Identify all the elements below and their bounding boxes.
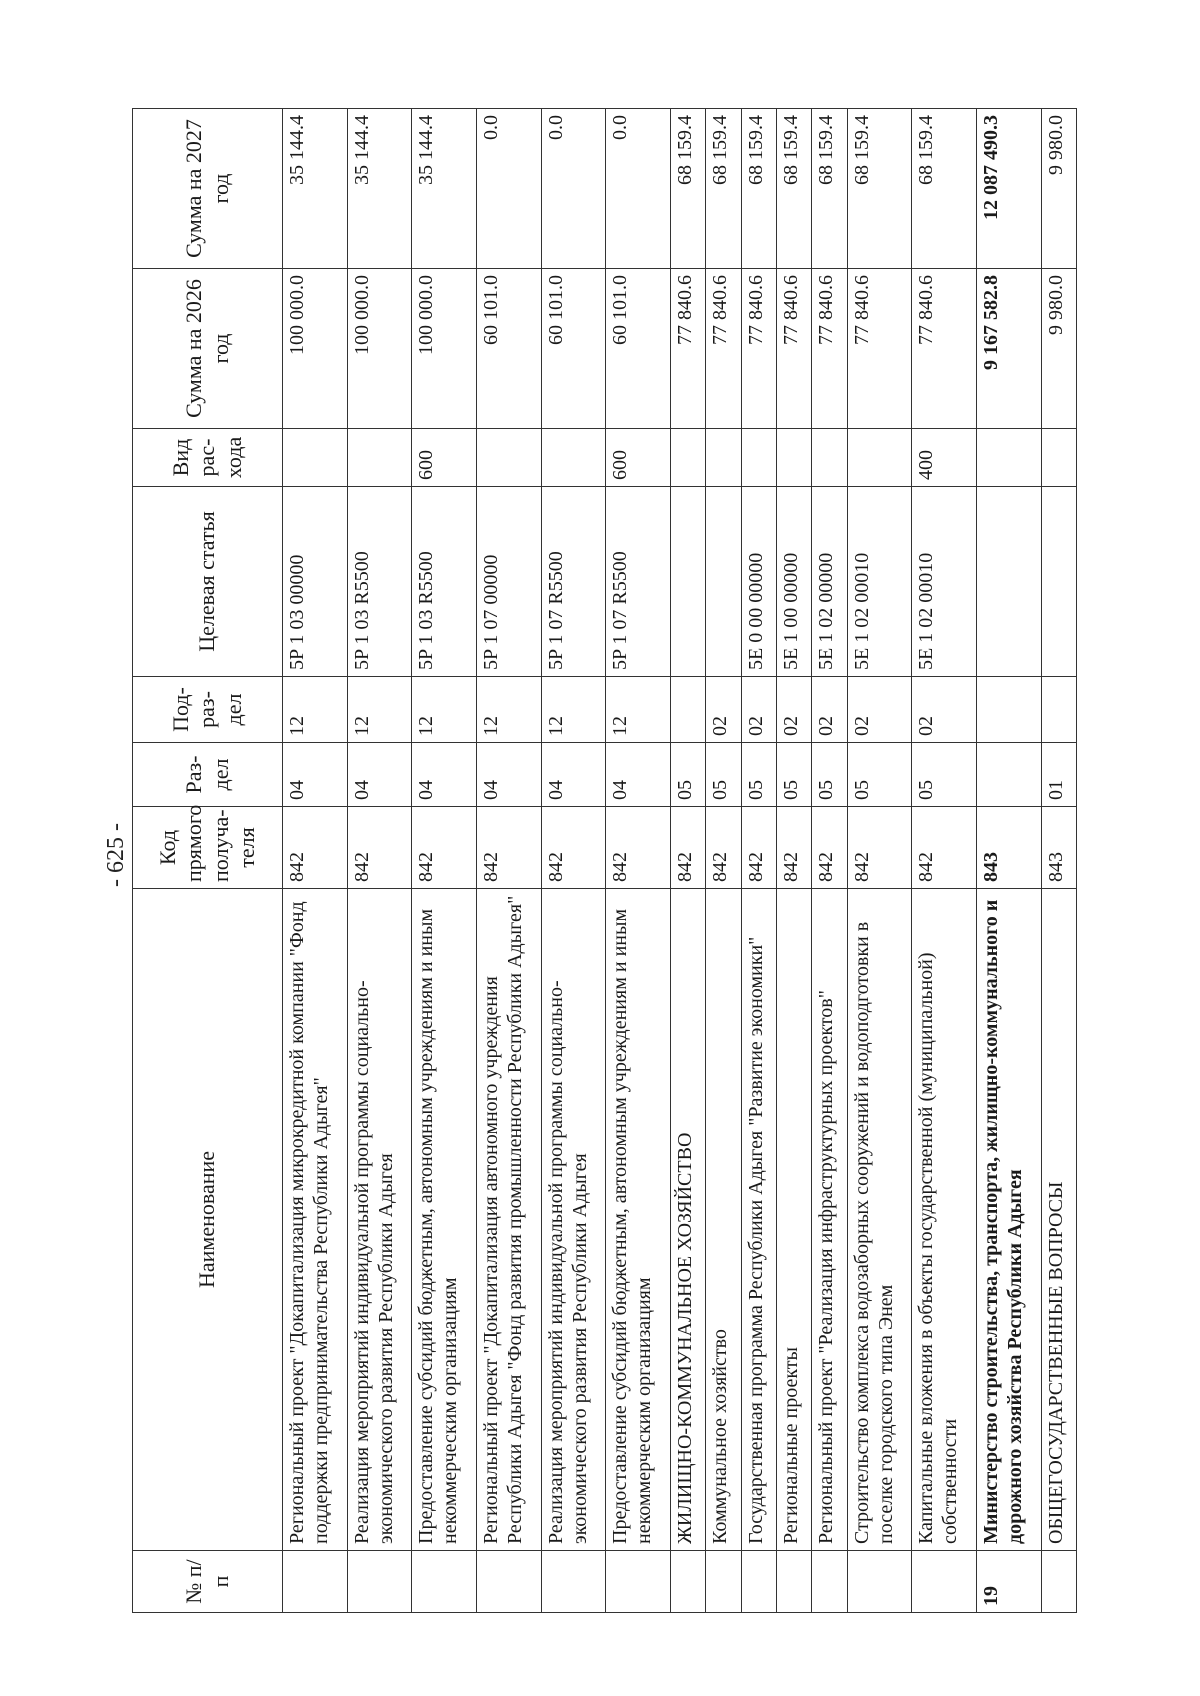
cell-name: ЖИЛИЩНО-КОММУНАЛЬНОЕ ХОЗЯЙСТВО [670, 889, 705, 1551]
cell-celevaya: 5E 1 02 00010 [847, 487, 912, 677]
table-header-row [133, 109, 283, 1613]
cell-name: Региональный проект "Реализация инфраструктурных проектов" [812, 889, 847, 1551]
cell-code: 842 [912, 807, 977, 889]
cell-vid [283, 429, 348, 487]
cell-vid [347, 429, 412, 487]
cell-name: Государственная программа Республики Адыгея "Развитие экономики" [741, 889, 776, 1551]
cell-podrazdel: 02 [847, 677, 912, 743]
table-row [541, 109, 606, 1613]
cell-podrazdel: 02 [706, 677, 741, 743]
header-no: № п/п [133, 1551, 283, 1613]
cell-celevaya [976, 487, 1041, 677]
cell-sum2027: 35 144.4 [412, 109, 477, 269]
header-podrazdel: Под-раз-дел [133, 677, 283, 743]
cell-razdel: 05 [776, 743, 811, 807]
cell-sum2027: 68 159.4 [706, 109, 741, 269]
cell-code: 843 [976, 807, 1041, 889]
cell-sum2026: 77 840.6 [741, 269, 776, 429]
page-number: - 625 - [102, 823, 129, 887]
cell-vid [776, 429, 811, 487]
cell-celevaya: 5E 0 00 00000 [741, 487, 776, 677]
cell-celevaya: 5E 1 02 00010 [912, 487, 977, 677]
table-row [283, 109, 348, 1613]
cell-razdel: 04 [606, 743, 671, 807]
cell-razdel: 05 [741, 743, 776, 807]
cell-celevaya [670, 487, 705, 677]
cell-code: 842 [812, 807, 847, 889]
cell-no [776, 1551, 811, 1613]
cell-vid: 600 [606, 429, 671, 487]
rotated-table-wrapper [132, 109, 1077, 1613]
cell-vid [670, 429, 705, 487]
cell-sum2026: 100 000.0 [412, 269, 477, 429]
cell-celevaya: 5P 1 03 R5500 [347, 487, 412, 677]
header-sum2026: Сумма на 2026 год [133, 269, 283, 429]
cell-sum2027: 35 144.4 [347, 109, 412, 269]
header-razdel: Раз-дел [133, 743, 283, 807]
cell-no [541, 1551, 606, 1613]
cell-no [706, 1551, 741, 1613]
cell-celevaya [706, 487, 741, 677]
cell-vid [476, 429, 541, 487]
cell-sum2027: 68 159.4 [670, 109, 705, 269]
cell-podrazdel: 12 [606, 677, 671, 743]
cell-code: 842 [670, 807, 705, 889]
cell-no [741, 1551, 776, 1613]
cell-code: 842 [541, 807, 606, 889]
cell-vid: 600 [412, 429, 477, 487]
cell-podrazdel: 12 [347, 677, 412, 743]
cell-sum2026: 60 101.0 [606, 269, 671, 429]
cell-code: 842 [347, 807, 412, 889]
cell-sum2026: 9 980.0 [1041, 269, 1076, 429]
cell-sum2026: 77 840.6 [776, 269, 811, 429]
cell-podrazdel: 12 [283, 677, 348, 743]
cell-code: 842 [847, 807, 912, 889]
cell-name: Региональный проект "Докапитализация микрокредитной компании "Фонд поддержки предпринимательства Республики Адыгея" [283, 889, 348, 1551]
cell-razdel: 04 [412, 743, 477, 807]
cell-no [670, 1551, 705, 1613]
cell-sum2027: 68 159.4 [741, 109, 776, 269]
cell-celevaya [1041, 487, 1076, 677]
cell-sum2026: 60 101.0 [541, 269, 606, 429]
cell-sum2027: 0.0 [476, 109, 541, 269]
cell-no [1041, 1551, 1076, 1613]
table-row [476, 109, 541, 1613]
cell-vid [976, 429, 1041, 487]
cell-celevaya: 5P 1 03 00000 [283, 487, 348, 677]
cell-no [347, 1551, 412, 1613]
cell-vid [1041, 429, 1076, 487]
cell-podrazdel [976, 677, 1041, 743]
cell-podrazdel: 02 [776, 677, 811, 743]
table-body [283, 109, 1077, 1613]
table-row [606, 109, 671, 1613]
cell-code: 842 [476, 807, 541, 889]
table-row [912, 109, 977, 1613]
cell-podrazdel: 02 [812, 677, 847, 743]
header-vid: Вид рас-хода [133, 429, 283, 487]
cell-vid: 400 [912, 429, 977, 487]
cell-razdel: 04 [476, 743, 541, 807]
cell-no [412, 1551, 477, 1613]
cell-sum2026: 100 000.0 [283, 269, 348, 429]
cell-celevaya: 5P 1 07 R5500 [541, 487, 606, 677]
cell-podrazdel [1041, 677, 1076, 743]
cell-razdel: 05 [706, 743, 741, 807]
header-celevaya: Целевая статья [133, 487, 283, 677]
cell-name: Реализация мероприятий индивидуальной программы социально-экономического развития Республики Адыгея [541, 889, 606, 1551]
cell-vid [541, 429, 606, 487]
table-row [1041, 109, 1076, 1613]
cell-no [812, 1551, 847, 1613]
header-sum2027: Сумма на 2027 год [133, 109, 283, 269]
cell-name: ОБЩЕГОСУДАРСТВЕННЫЕ ВОПРОСЫ [1041, 889, 1076, 1551]
cell-name: Министерство строительства, транспорта, жилищно-коммунального и дорожного хозяйства Республики Адыгея [976, 889, 1041, 1551]
cell-podrazdel [670, 677, 705, 743]
cell-sum2026: 9 167 582.8 [976, 269, 1041, 429]
cell-sum2027: 0.0 [541, 109, 606, 269]
cell-sum2027: 68 159.4 [847, 109, 912, 269]
table-row [776, 109, 811, 1613]
cell-sum2026: 77 840.6 [706, 269, 741, 429]
cell-razdel: 04 [541, 743, 606, 807]
cell-razdel: 04 [283, 743, 348, 807]
header-name: Наименование [133, 889, 283, 1551]
cell-code: 842 [741, 807, 776, 889]
table-row [812, 109, 847, 1613]
cell-no [912, 1551, 977, 1613]
cell-code: 843 [1041, 807, 1076, 889]
cell-razdel: 01 [1041, 743, 1076, 807]
cell-code: 842 [283, 807, 348, 889]
cell-razdel: 05 [812, 743, 847, 807]
table-row [347, 109, 412, 1613]
cell-podrazdel: 12 [541, 677, 606, 743]
cell-podrazdel: 12 [476, 677, 541, 743]
cell-no: 19 [976, 1551, 1041, 1613]
table-row [741, 109, 776, 1613]
cell-code: 842 [776, 807, 811, 889]
cell-celevaya: 5P 1 03 R5500 [412, 487, 477, 677]
cell-sum2027: 9 980.0 [1041, 109, 1076, 269]
cell-sum2026: 60 101.0 [476, 269, 541, 429]
cell-vid [706, 429, 741, 487]
cell-sum2026: 100 000.0 [347, 269, 412, 429]
budget-table [132, 108, 1077, 1613]
cell-no [847, 1551, 912, 1613]
cell-no [476, 1551, 541, 1613]
table-row [670, 109, 705, 1613]
cell-sum2026: 77 840.6 [912, 269, 977, 429]
cell-name: Предоставление субсидий бюджетным, автономным учреждениям и иным некоммерческим организациям [606, 889, 671, 1551]
cell-sum2026: 77 840.6 [812, 269, 847, 429]
cell-name: Капитальные вложения в объекты государственной (муниципальной) собственности [912, 889, 977, 1551]
cell-sum2027: 35 144.4 [283, 109, 348, 269]
cell-podrazdel: 02 [741, 677, 776, 743]
cell-sum2027: 0.0 [606, 109, 671, 269]
cell-razdel: 05 [847, 743, 912, 807]
cell-celevaya: 5E 1 02 00000 [812, 487, 847, 677]
cell-name: Реализация мероприятий индивидуальной программы социально-экономического развития Республики Адыгея [347, 889, 412, 1551]
cell-podrazdel: 02 [912, 677, 977, 743]
cell-vid [847, 429, 912, 487]
cell-razdel [976, 743, 1041, 807]
cell-sum2027: 68 159.4 [776, 109, 811, 269]
cell-sum2026: 77 840.6 [847, 269, 912, 429]
cell-code: 842 [412, 807, 477, 889]
cell-sum2026: 77 840.6 [670, 269, 705, 429]
cell-name: Региональный проект "Докапитализация автономного учреждения Республики Адыгея "Фонд развития промышленности Республики Адыгея" [476, 889, 541, 1551]
cell-sum2027: 68 159.4 [912, 109, 977, 269]
cell-sum2027: 68 159.4 [812, 109, 847, 269]
cell-celevaya: 5P 1 07 00000 [476, 487, 541, 677]
cell-code: 842 [606, 807, 671, 889]
cell-sum2027: 12 087 490.3 [976, 109, 1041, 269]
cell-name: Региональные проекты [776, 889, 811, 1551]
cell-name: Строительство комплекса водозаборных сооружений и водоподготовки в поселке городского типа Энем [847, 889, 912, 1551]
cell-name: Предоставление субсидий бюджетным, автономным учреждениям и иным некоммерческим организациям [412, 889, 477, 1551]
table-row [706, 109, 741, 1613]
cell-celevaya: 5P 1 07 R5500 [606, 487, 671, 677]
cell-name: Коммунальное хозяйство [706, 889, 741, 1551]
cell-celevaya: 5E 1 00 00000 [776, 487, 811, 677]
cell-razdel: 04 [347, 743, 412, 807]
cell-razdel: 05 [912, 743, 977, 807]
cell-no [283, 1551, 348, 1613]
header-code: Код прямого получа-теля [133, 807, 283, 889]
table-row [976, 109, 1041, 1613]
table-row [847, 109, 912, 1613]
cell-code: 842 [706, 807, 741, 889]
cell-podrazdel: 12 [412, 677, 477, 743]
cell-vid [812, 429, 847, 487]
cell-vid [741, 429, 776, 487]
table-row [412, 109, 477, 1613]
cell-razdel: 05 [670, 743, 705, 807]
cell-no [606, 1551, 671, 1613]
